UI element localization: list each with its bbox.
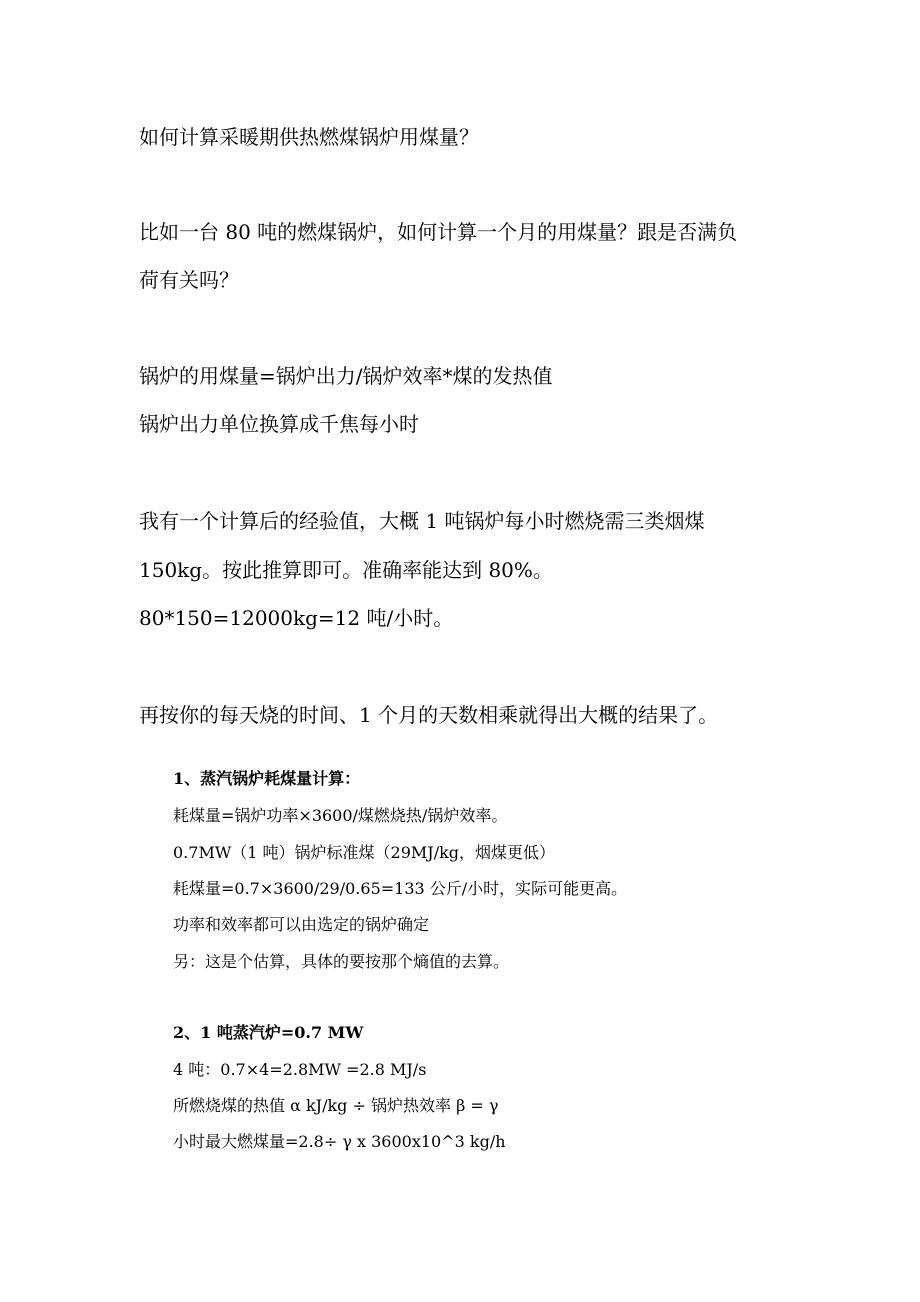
question-line-1: 比如一台 80 吨的燃煤锅炉，如何计算一个月的用煤量？跟是否满负 bbox=[139, 220, 738, 244]
section1-line-3: 耗煤量=0.7×3600/29/0.65=133 公斤/小时，实际可能更高。 bbox=[173, 879, 628, 898]
section2-heading: 2、1 吨蒸汽炉=0.7 MW bbox=[173, 1023, 364, 1042]
section1-heading: 1、蒸汽锅炉耗煤量计算： bbox=[173, 769, 361, 788]
section2-line-2: 所燃烧煤的热值 α kJ/kg ÷ 锅炉热效率 β = γ bbox=[173, 1096, 499, 1115]
question-line-2: 荷有关吗？ bbox=[139, 268, 239, 292]
section1-line-4: 功率和效率都可以由选定的锅炉确定 bbox=[173, 915, 430, 934]
experience-line-3: 80*150=12000kg=12 吨/小时。 bbox=[139, 606, 454, 630]
section2-line-3: 小时最大燃煤量=2.8÷ γ x 3600x10^3 kg/h bbox=[173, 1132, 506, 1151]
conclusion-line: 再按你的每天烧的时间、1 个月的天数相乘就得出大概的结果了。 bbox=[139, 703, 719, 727]
section1-line-5: 另：这是个估算，具体的要按那个熵值的去算。 bbox=[173, 952, 510, 971]
experience-line-2: 150kg。按此推算即可。准确率能达到 80%。 bbox=[139, 558, 553, 582]
document-title: 如何计算采暖期供热燃煤锅炉用煤量？ bbox=[139, 125, 479, 149]
experience-line-1: 我有一个计算后的经验值，大概 1 吨锅炉每小时燃烧需三类烟煤 bbox=[139, 509, 705, 533]
section1-line-2: 0.7MW（1 吨）锅炉标准煤（29MJ/kg，烟煤更低） bbox=[173, 843, 556, 862]
section2-line-1: 4 吨：0.7×4=2.8MW =2.8 MJ/s bbox=[173, 1060, 427, 1079]
formula-line-2: 锅炉出力单位换算成千焦每小时 bbox=[139, 412, 419, 436]
formula-line-1: 锅炉的用煤量=锅炉出力/锅炉效率*煤的发热值 bbox=[139, 364, 553, 388]
section1-line-1: 耗煤量=锅炉功率×3600/煤燃烧热/锅炉效率。 bbox=[173, 806, 508, 825]
